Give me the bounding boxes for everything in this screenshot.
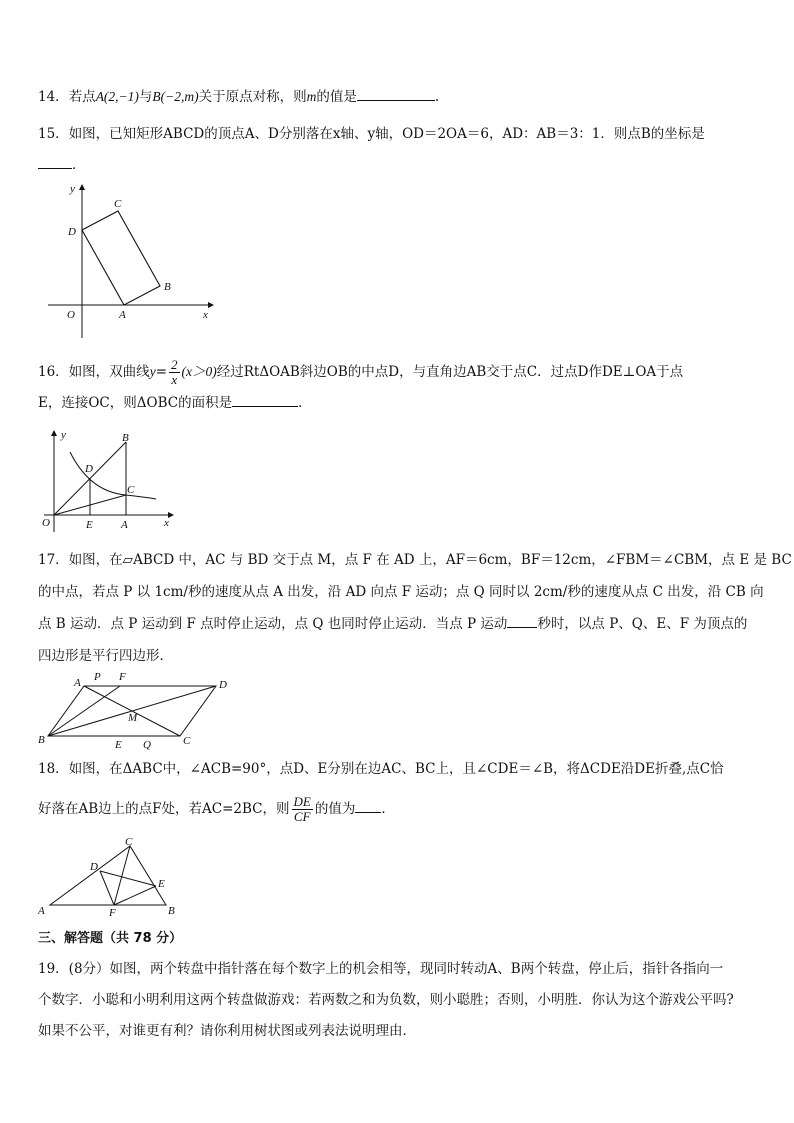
q18-line-1	[38, 760, 724, 778]
q18-end: ．	[381, 801, 395, 817]
section-3-heading: 三、解答题（共 78 分）	[38, 931, 183, 946]
q17-text-3a: 点 B 运动．点 P 运动到 F 点时停止运动，点 Q 也同时停止运动．当点 P 运动	[38, 616, 508, 632]
q16-eq: =	[155, 364, 167, 380]
q18-text-2a: 好落在AB边上的点F处，若AC=2BC，则	[38, 801, 290, 817]
q15-label-a: A	[119, 309, 126, 321]
q19-text-3: 如果不公平，对谁更有利？请你利用树状图或列表法说明理由．	[38, 1023, 416, 1039]
q14-answer-blank	[357, 88, 435, 101]
q17-text-4: 四边形是平行四边形．	[38, 648, 173, 664]
q18-text-1: 如图，在ΔABC中，∠ACB=90°，点D、E分别在边AC、BC上，且∠CDE＝∠B，将ΔCDE沿DE折叠,点C恰	[68, 761, 724, 777]
q16-label-c: C	[127, 484, 135, 496]
q18-figure	[36, 832, 186, 918]
q15-label-d: D	[68, 226, 76, 238]
q15-label-o: O	[67, 309, 75, 321]
q16-figure	[38, 424, 178, 534]
q17-text-2: 的中点，若点 P 以 1cm/秒的速度从点 A 出发，沿 AD 向点 F 运动；点 Q 同时以 2cm/秒的速度从点 C 出发，沿 CB 向	[38, 584, 764, 600]
q19-line-1	[38, 960, 723, 978]
q18-frac-num: DE	[293, 794, 311, 809]
q17-label-p: P	[94, 671, 101, 683]
q18-answer-blank	[355, 800, 381, 813]
q16-frac-num: 2	[171, 357, 178, 372]
q19-text-2: 个数字．小聪和小明利用这两个转盘做游戏：若两数之和为负数，则小聪胜；否则，小明胜．你认为这个游戏公平吗?	[38, 992, 734, 1008]
q16-condition: (x＞0)	[181, 364, 217, 379]
q17-label-b: B	[38, 734, 45, 746]
q17-line-1	[38, 551, 792, 569]
q14-text-2: 与	[138, 89, 153, 105]
q18-frac-den: CF	[293, 809, 311, 824]
q15-answer-blank	[38, 156, 72, 169]
q16-axis-x: x	[164, 517, 169, 529]
q14-text-1: 若点	[68, 89, 96, 105]
q16-text-2: 经过RtΔOAB斜边OB的中点D，与直角边AB交于点C．过点D作DE⊥OA于点	[216, 364, 684, 380]
q15-figure	[40, 178, 220, 343]
q16-number: 16．	[38, 364, 69, 380]
q14-line	[38, 88, 439, 106]
q14-end: .	[434, 89, 440, 105]
q17-answer-blank	[507, 615, 537, 628]
q15-line-2	[38, 156, 86, 174]
q16-end: ．	[298, 395, 312, 411]
q17-line-2	[38, 583, 764, 601]
q16-label-b: B	[122, 432, 129, 444]
q18-label-f: F	[109, 907, 116, 918]
q18-line-2	[38, 795, 395, 824]
q17-text-1: 如图，在▱ABCD 中，AC 与 BD 交于点 M，点 F 在 AD 上，AF＝6cm，BF＝12cm，∠FBM＝∠CBM，点 E 是 BC	[68, 552, 792, 568]
q15-number: 15．	[38, 126, 69, 142]
q16-label-d: D	[85, 463, 93, 475]
q16-line-1	[38, 358, 683, 387]
q14-text-3: 关于原点对称，则	[198, 89, 307, 105]
q17-label-d: D	[219, 679, 227, 691]
q14-var-m: m	[306, 89, 317, 104]
q14-text-4: 的值是	[316, 89, 357, 105]
q14-point-a: A(2,−1)	[95, 89, 139, 104]
q17-label-m: M	[128, 712, 138, 724]
q18-text-2b: 的值为	[314, 801, 356, 817]
q15-axis-y: y	[70, 183, 75, 195]
q16-axis-y: y	[61, 429, 66, 441]
q14-point-b: B(−2,m)	[152, 89, 199, 104]
q16-fraction	[169, 358, 180, 387]
q18-label-a: A	[38, 905, 45, 917]
q16-label-o: O	[42, 517, 50, 529]
q17-label-q: Q	[143, 739, 151, 750]
q16-line-2	[38, 394, 312, 412]
q16-var-y: y	[149, 364, 156, 379]
q17-label-c: C	[183, 735, 191, 747]
q16-text-3: E，连接OC，则ΔOBC的面积是	[38, 395, 233, 411]
q18-fraction	[292, 795, 313, 824]
q19-line-3	[38, 1022, 416, 1040]
q17-label-f: F	[119, 671, 126, 683]
q14-number: 14．	[38, 89, 69, 105]
q18-label-c: C	[125, 836, 133, 848]
q16-label-e: E	[86, 519, 93, 531]
q15-label-b: B	[164, 281, 171, 293]
q16-frac-den: x	[171, 372, 178, 387]
q16-text-1: 如图，双曲线	[68, 364, 150, 380]
q18-label-e: E	[158, 878, 165, 890]
q19-text-1: 19．(8分）如图，两个转盘中指针落在每个数字上的机会相等，现同时转动A、B两个转盘，停止后，指针各指向一	[38, 961, 724, 977]
q18-label-d: D	[90, 861, 98, 873]
q18-label-b: B	[168, 905, 175, 917]
q17-label-a: A	[74, 677, 81, 689]
q15-label-c: C	[114, 198, 122, 210]
q17-line-3	[38, 615, 747, 633]
q17-line-4	[38, 647, 173, 665]
q15-axis-x: x	[203, 309, 208, 321]
q19-line-2	[38, 991, 734, 1009]
q18-number: 18．	[38, 761, 69, 777]
q15-line-1	[38, 125, 705, 143]
q17-figure	[36, 668, 236, 750]
q17-text-3b: 秒时，以点 P、Q、E、F 为顶点的	[537, 616, 748, 632]
q17-number: 17．	[38, 552, 69, 568]
q15-text: 如图，已知矩形ABCD的顶点A、D分别落在x轴、y轴，OD＝2OA＝6，AD：AB＝3：1．则点B的坐标是	[68, 126, 705, 142]
q15-end: ．	[72, 157, 86, 173]
q16-label-a: A	[121, 519, 128, 531]
q17-label-e: E	[115, 739, 122, 750]
q16-answer-blank	[232, 394, 298, 407]
